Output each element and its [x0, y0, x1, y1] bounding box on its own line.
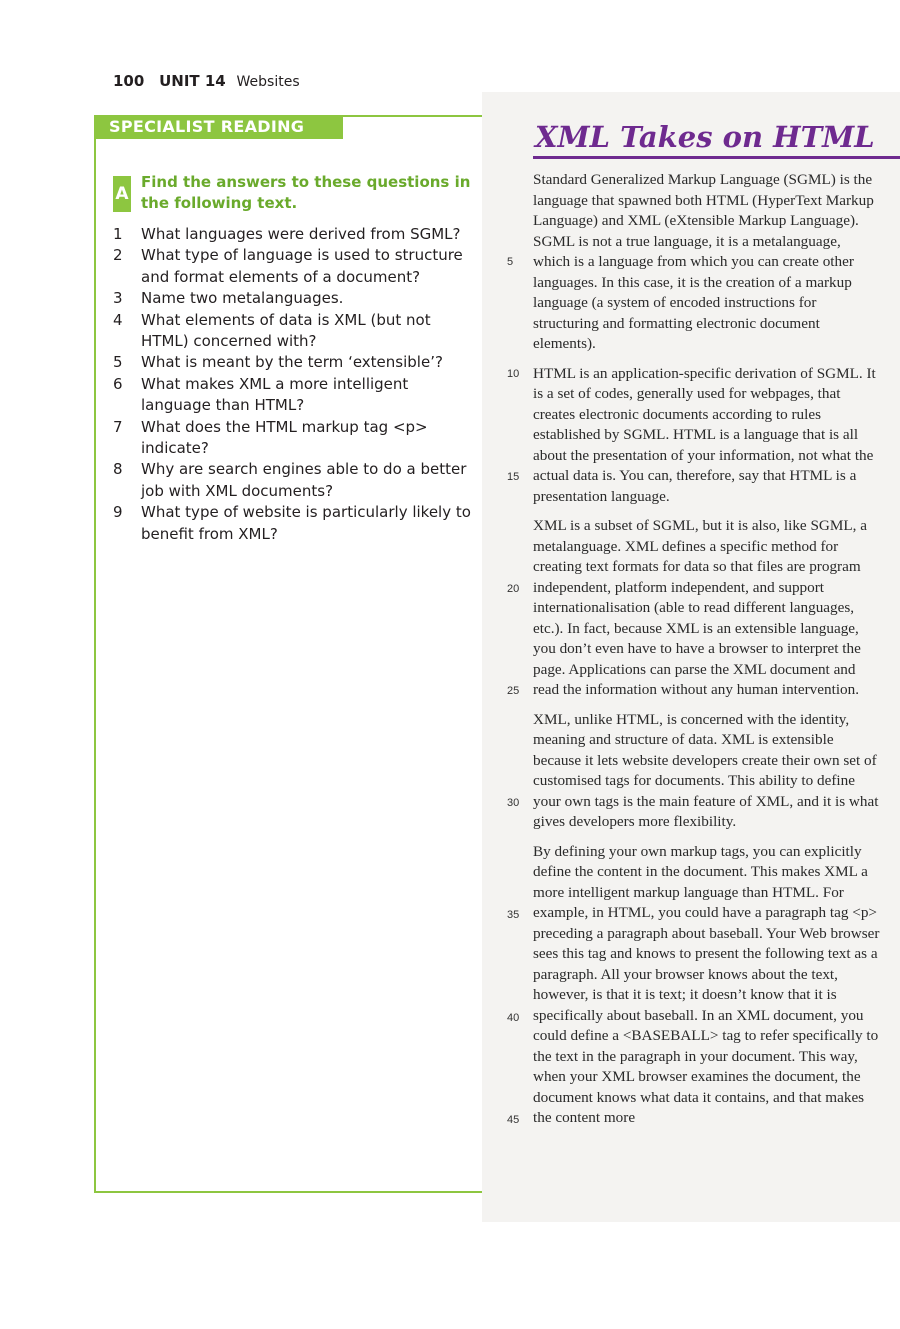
title-rule [533, 156, 900, 159]
question-text: Why are search engines able to do a better job with XML documents? [141, 460, 467, 500]
question-number: 6 [113, 374, 123, 393]
page-number: 100 [113, 72, 145, 90]
line-number: 20 [507, 583, 520, 595]
question-text: What elements of data is XML (but not HTML) concerned with? [141, 310, 431, 351]
article-body [533, 170, 881, 1138]
unit-label: UNIT 14 [159, 72, 226, 90]
question-item [113, 288, 473, 309]
line-number: 40 [507, 1012, 520, 1024]
section-label: Websites [236, 74, 300, 90]
question-item [113, 352, 473, 373]
question-text: What languages were derived from SGML? [141, 225, 461, 243]
question-item [113, 417, 473, 460]
question-number: 2 [113, 246, 123, 265]
article-paragraph: Standard Generalized Markup Language (SGML) is the language that spawned both HTML (HyperText Markup Language) and XML (eXtensible Markup Language). SGML is not a true language, it is a metalanguage, which is a language from which you can create other languages. In this case, it is the creation of a markup language (a system of encoded instructions for structuring and formatting electronic document elements). [533, 171, 874, 352]
question-text: What is meant by the term ‘extensible’? [141, 353, 443, 372]
page-header [113, 72, 300, 90]
question-number: 1 [113, 225, 123, 243]
question-number: 8 [113, 460, 123, 479]
line-number: 5 [507, 256, 514, 268]
question-text: Name two metalanguages. [141, 289, 344, 308]
task-letter-badge: A [113, 176, 131, 212]
question-text: What type of website is particularly likely to benefit from XML? [141, 503, 471, 543]
article-title: XML Takes on HTML [535, 120, 875, 154]
line-number: 30 [507, 797, 520, 809]
question-number: 4 [113, 310, 123, 329]
question-item [113, 245, 473, 288]
question-item [113, 459, 473, 502]
article-paragraph: HTML is an application-specific derivation of SGML. It is a set of codes, generally used for webpages, that creates electronic documents according to rules established by SGML. HTML is a language that is all about the presentation of your information, not what the actual data is. You can, therefore, say that HTML is a presentation language. [533, 364, 876, 505]
task-instruction: Find the answers to these questions in the following text. [141, 173, 471, 212]
question-list [113, 224, 473, 545]
line-number: 25 [507, 685, 520, 697]
question-number: 9 [113, 503, 123, 522]
line-number: 15 [507, 471, 520, 483]
article-paragraph: XML, unlike HTML, is concerned with the identity, meaning and structure of data. XML is extensible because it lets website developers create their own set of customised tags for documents. This ability to define your own tags is the main feature of XML, and it is what gives developers more flexibility. [533, 710, 879, 830]
specialist-reading-heading: SPECIALIST READING [96, 115, 343, 139]
line-number: 35 [507, 909, 520, 921]
question-text: What makes XML a more intelligent language than HTML? [141, 374, 409, 415]
line-number: 45 [507, 1114, 520, 1126]
question-text: What type of language is used to structure and format elements of a document? [141, 246, 463, 286]
question-text: What does the HTML markup tag <p> indicate? [141, 417, 428, 458]
article-paragraph: By defining your own markup tags, you can explicitly define the content in the document. This makes XML a more intelligent markup language than HTML. For example, in HTML, you could have a paragraph tag <p> preceding a paragraph about baseball. Your Web browser sees this tag and knows to present the following text as a paragraph. All your browser knows about the text, however, is that it is text; it doesn’t know that it is specifically about baseball. In an XML document, you could define a <BASEBALL> tag to refer specifically to the text in the paragraph in your document. This way, when your XML browser examines the document, the document knows what data it contains, and that makes the content more [533, 842, 880, 1126]
question-item [113, 502, 473, 545]
question-item [113, 374, 473, 417]
question-number: 3 [113, 289, 123, 308]
question-number: 7 [113, 417, 123, 436]
question-item [113, 224, 473, 245]
question-number: 5 [113, 353, 123, 372]
line-number: 10 [507, 368, 520, 380]
question-item [113, 310, 473, 353]
article-paragraph: XML is a subset of SGML, but it is also, like SGML, a metalanguage. XML defines a specific method for creating text formats for data so that files are program independent, platform independent, and support internationalisation (able to read different languages, etc.). In fact, because XML is an extensible language, you don’t even have to have a browser to interpret the page. Applications can parse the XML document and read the information without any human intervention. [533, 517, 867, 698]
